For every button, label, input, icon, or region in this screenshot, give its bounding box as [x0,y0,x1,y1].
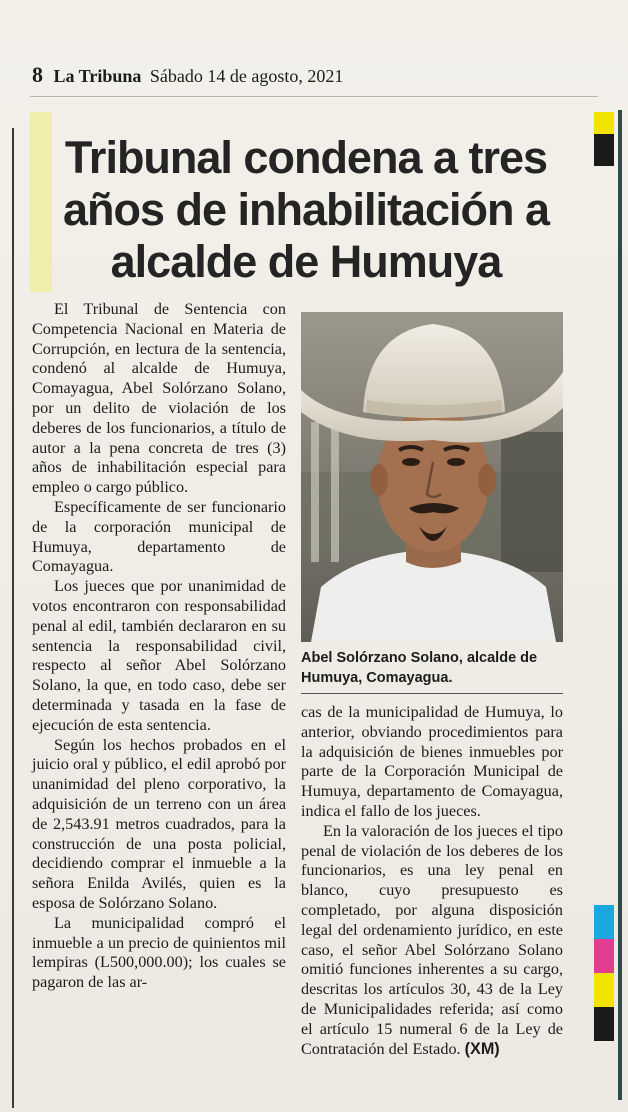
page-number: 8 [32,62,43,87]
mayor-photo [301,312,563,642]
caption-divider [301,693,563,694]
newspaper-name: La Tribuna [53,66,142,86]
registration-yellow-2 [594,973,614,1007]
registration-black-2 [594,1007,614,1041]
paragraph-text: En la valoración de los jueces el tipo penal de violación de los deberes de los funcionarios, es una ley penal en blanco, cuyo presupuesto es completado, por alguna disposición legal del ordenamiento jurídico, en este caso, el señor Abel Solórzano Solano omitió funciones inherentes a su cargo, descritas los artículos 30, 43 de la Ley de Municipalidades referida; así como el artículo 15 numeral 6 de la Ley de Contratación del Estado. [301,821,563,1058]
article-headline: Tribunal condena a tres años de inhabilitación a alcalde de Humuya [62,132,550,287]
article-column-2 [301,703,563,1059]
header-divider [30,96,598,97]
paragraph: Según los hechos probados en el juicio oral y público, el edil aprobó por unanimidad del pleno corporativo, la adquisición de un terreno con un área de 2,543.91 metros cuadrados, para la construcción de una posta policial, decidiendo comprar el inmueble a la señora Enilda Avilés, quien es la esposa de Solórzano Solano. [32,735,286,912]
paragraph: Específicamente de ser funcionario de la corporación municipal de Humuya, departamento de Comayagua. [32,497,286,576]
paragraph: La municipalidad compró el inmueble a un precio de quinientos mil lempiras (L500,000.00); los cuales se pagaron de las ar- [32,913,286,992]
registration-magenta [594,939,614,973]
photo-caption: Abel Solórzano Solano, alcalde de Humuya, Comayagua. [301,650,538,686]
registration-yellow [594,112,614,134]
registration-cyan [594,905,614,939]
left-margin-line [12,128,14,1108]
right-margin-line [618,110,622,1100]
page-header [32,60,592,90]
paragraph: El Tribunal de Sentencia con Competencia Nacional en Materia de Corrupción, en lectura de la sentencia, condenó al alcalde de Humuya, Comayagua, Abel Solórzano Solano, por un delito de violación de los deberes de los funcionarios, a título de autor a la pena concreta de tres (3) años de inhabilitación especial para empleo o cargo público. [32,300,286,497]
issue-date: Sábado 14 de agosto, 2021 [149,66,344,86]
author-signoff: (XM) [464,1039,500,1058]
article-column-1 [32,300,286,993]
paragraph: cas de la municipalidad de Humuya, lo anterior, obviando procedimientos para la adquisición de bienes inmuebles por parte de la Corporación Municipal de Humuya, departamento de Comayagua, indica el fallo de los jueces. [301,703,563,820]
registration-black [594,134,614,166]
paragraph [301,822,563,1060]
portrait-illustration [301,312,563,642]
paragraph: Los jueces que por unanimidad de votos encontraron con responsabilidad penal al edil, también declararon en su sentencia la responsabilidad civil, respecto al señor Abel Solórzano Solano, la que, en todo caso, debe ser determinada y tasada en la fase de ejecución de esta sentencia. [32,577,286,734]
